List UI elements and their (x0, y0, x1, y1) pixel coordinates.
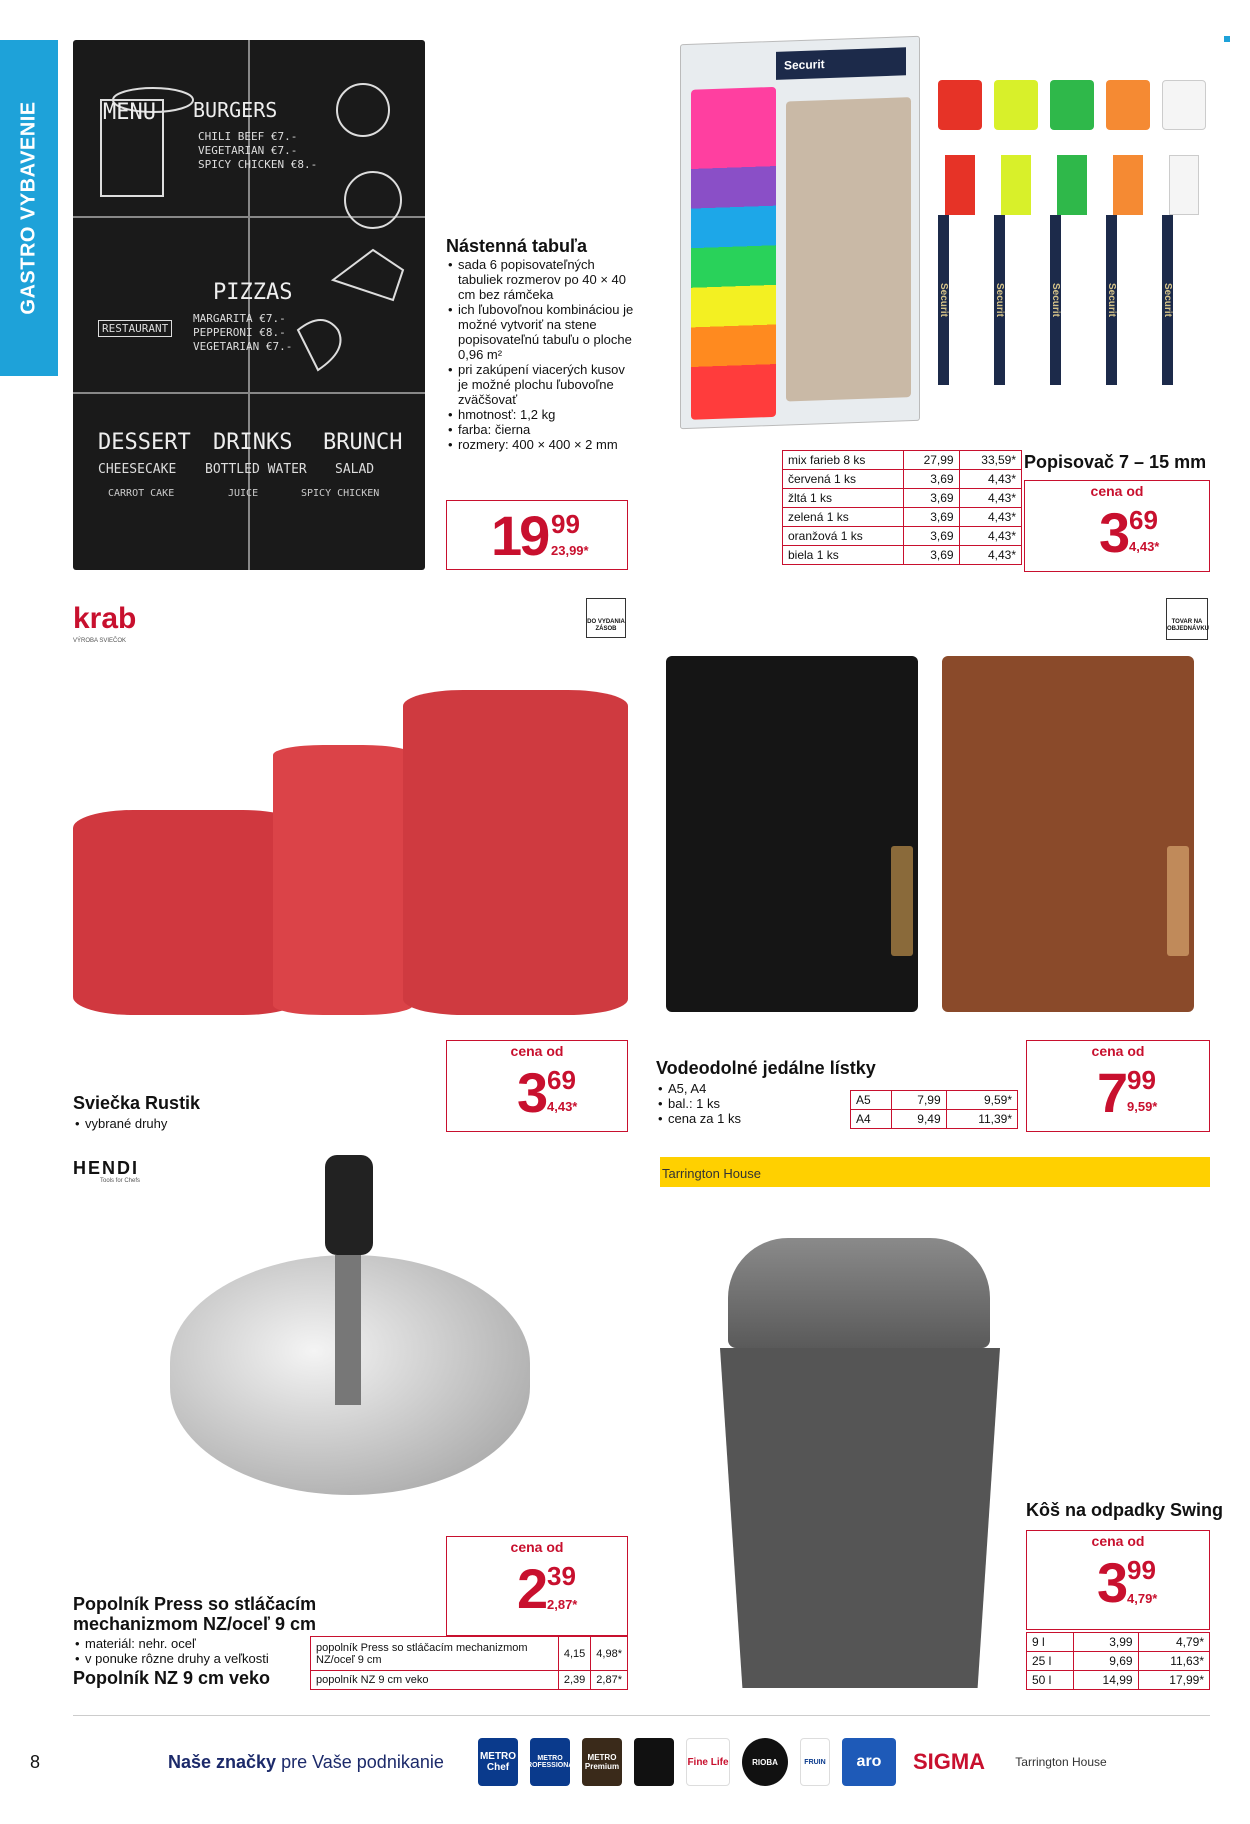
chalk-salad: SALAD (335, 462, 375, 477)
table-row: A5 7,99 9,59* (851, 1091, 1018, 1110)
bin-image (720, 1238, 1000, 1688)
table-row: 25 l 9,69 11,63* (1027, 1652, 1210, 1671)
table-row: zelená 1 ks 3,69 4,43* (783, 508, 1022, 527)
ashtray-title: Popolník Press so stláčacím mechanizmom NZ/oceľ 9 cm (73, 1594, 317, 1634)
ashtray-price-table (310, 1636, 628, 1690)
table-row: biela 1 ks 3,69 4,43* (783, 546, 1022, 565)
table-row: 9 l 3,99 4,79* (1027, 1633, 1210, 1652)
marker-orange: Securit (1106, 80, 1150, 390)
chalk-carrot: CARROT CAKE (108, 488, 175, 499)
table-row: mix farieb 8 ks 27,99 33,59* (783, 451, 1022, 470)
chalk-water: BOTTLED WATER (205, 462, 307, 477)
menu-card-brown (942, 656, 1194, 1012)
footer-tagline: Naše značky pre Vaše podnikanie (168, 1752, 444, 1772)
logo-fine-life: Fine Life (686, 1738, 730, 1786)
marker-price-table (782, 450, 1022, 565)
marker-white: Securit (1162, 80, 1206, 390)
chalk-cheesecake: CHEESECAKE (98, 462, 177, 477)
chalk-pizza-items: MARGARITA €7.- PEPPERONI €8.- VEGETARIAN €7.- (193, 312, 293, 353)
board-detail: • pri zakúpení viacerých kusov je možné plochu ľubovoľne zväčšovať (446, 362, 636, 407)
logo-sigma: SIGMA (906, 1738, 992, 1786)
chalk-restaurant: RESTAURANT (98, 320, 172, 337)
candle-wide (73, 810, 303, 1015)
marker-yellow: Securit (994, 80, 1038, 390)
chalk-burgers-items: CHILI BEEF €7.- VEGETARIAN €7.- SPICY CHICKEN €8.- (198, 130, 318, 171)
marker-set-colors (691, 87, 776, 420)
board-price-vat: 23,99* (551, 543, 589, 558)
board-title: Nástenná tabuľa (446, 236, 587, 256)
ashtray-shaft (335, 1255, 361, 1405)
menu-card-price-box: cena od 7 99 9,59* (1026, 1040, 1210, 1132)
board-detail: • farba: čierna (446, 422, 636, 437)
ashtray-price-box: cena od 2 39 2,87* (446, 1536, 628, 1636)
board-price-cents: 99 (551, 509, 580, 539)
krab-tagline: VÝROBA SVIEČOK (73, 638, 127, 644)
marker-set-photo (786, 97, 911, 401)
tarrington-logo: Tarrington House (662, 1166, 761, 1181)
marker-price-box: cena od 3 69 4,43* (1024, 480, 1210, 572)
candle-details: • vybrané druhy (73, 1116, 167, 1131)
bin-body (720, 1348, 1000, 1688)
candle-medium (273, 745, 413, 1015)
candle-tall (403, 690, 628, 1015)
candle-image (73, 690, 633, 1020)
chalkboard-image (73, 40, 425, 570)
board-details (446, 257, 636, 452)
table-row: žltá 1 ks 3,69 4,43* (783, 489, 1022, 508)
board-detail: • ich ľubovoľnou kombináciou je možné vytvoriť na stene popisovateľnú tabuľu o ploche 0,96 m² (446, 302, 636, 362)
board-price-box (446, 500, 628, 570)
table-row: popolník NZ 9 cm veko 2,39 2,87* (311, 1671, 628, 1690)
table-row: červená 1 ks 3,69 4,43* (783, 470, 1022, 489)
board-detail: • hmotnosť: 1,2 kg (446, 407, 636, 422)
order-badge: TOVAR NA OBJEDNÁVKU (1166, 598, 1208, 640)
bin-lid (728, 1238, 990, 1348)
chalk-juice: JUICE (228, 488, 259, 499)
logo-aro: aro (842, 1738, 896, 1786)
table-row: A4 9,49 11,39* (851, 1110, 1018, 1129)
chalk-pizzas: PIZZAS (213, 280, 293, 305)
logo-metro-chef: METRO Chef (478, 1738, 518, 1786)
ashtray-image (170, 1155, 540, 1515)
marker-green: Securit (1050, 80, 1094, 390)
krab-logo: krab (73, 602, 137, 635)
section-label: GASTRO VYBAVENIE (17, 101, 40, 315)
table-row: popolník Press so stláčacím mechanizmom NZ/oceľ 9 cm 4,15 4,98* (311, 1637, 628, 1671)
board-price-int: 19 (491, 504, 548, 567)
logo-fruin: FRUIN (800, 1738, 830, 1786)
menu-card-clasp (891, 846, 913, 956)
chalk-menu: MENU (103, 100, 156, 125)
menu-card-details: • A5, A4 • bal.: 1 ks • cena za 1 ks (656, 1081, 741, 1126)
menu-card-black (666, 656, 918, 1012)
chalk-drinks: DRINKS (213, 430, 293, 455)
logo-metro-professional: METRO PROFESSIONAL (530, 1738, 570, 1786)
bin-price-box: cena od 3 99 4,79* (1026, 1530, 1210, 1630)
chalk-dessert: DESSERT (98, 430, 191, 455)
table-row: oranžová 1 ks 3,69 4,43* (783, 527, 1022, 546)
menu-card-title: Vodeodolné jedálne lístky (656, 1058, 876, 1078)
marker-set-image (680, 36, 920, 429)
securit-label: Securit (776, 47, 906, 80)
chalk-burgers: BURGERS (193, 98, 278, 122)
ashtray-details: • materiál: nehr. oceľ • v ponuke rôzne druhy a veľkosti (73, 1636, 269, 1666)
corner-mark (1224, 36, 1230, 42)
marker-red: Securit (938, 80, 982, 390)
ashtray-knob (325, 1155, 373, 1255)
menu-card-clasp (1167, 846, 1189, 956)
candle-title: Sviečka Rustik (73, 1093, 201, 1113)
stock-badge: DO VYDANIA ZÁSOB (586, 598, 626, 638)
logo-metro-premium: METRO Premium (582, 1738, 622, 1786)
section-tab (0, 40, 58, 376)
marker-row (938, 80, 1210, 390)
logo-circle (634, 1738, 674, 1786)
board-detail: • rozmery: 400 × 400 × 2 mm (446, 437, 636, 452)
logo-tarrington: Tarrington House (1002, 1738, 1120, 1786)
ashtray-title-2: Popolník NZ 9 cm veko (73, 1668, 271, 1688)
menu-card-price-table (850, 1090, 1018, 1129)
chalk-brunch: BRUNCH (323, 430, 403, 455)
marker-title: Popisovač 7 – 15 mm (1024, 452, 1207, 472)
bin-title: Kôš na odpadky Swing (1026, 1500, 1224, 1520)
board-detail: • sada 6 popisovateľných tabuliek rozmerov po 40 × 40 cm bez rámčeka (446, 257, 636, 302)
table-row: 50 l 14,99 17,99* (1027, 1671, 1210, 1690)
candle-price-box: cena od 3 69 4,43* (446, 1040, 628, 1132)
hendi-logo: HENDI (73, 1158, 140, 1178)
page-number: 8 (30, 1752, 41, 1772)
logo-rioba: RIOBA (742, 1738, 788, 1786)
chalk-spicy: SPICY CHICKEN (301, 488, 380, 499)
bin-price-table (1026, 1632, 1210, 1690)
hendi-tagline: Tools for Chefs (100, 1178, 141, 1184)
footer-divider (73, 1715, 1210, 1716)
